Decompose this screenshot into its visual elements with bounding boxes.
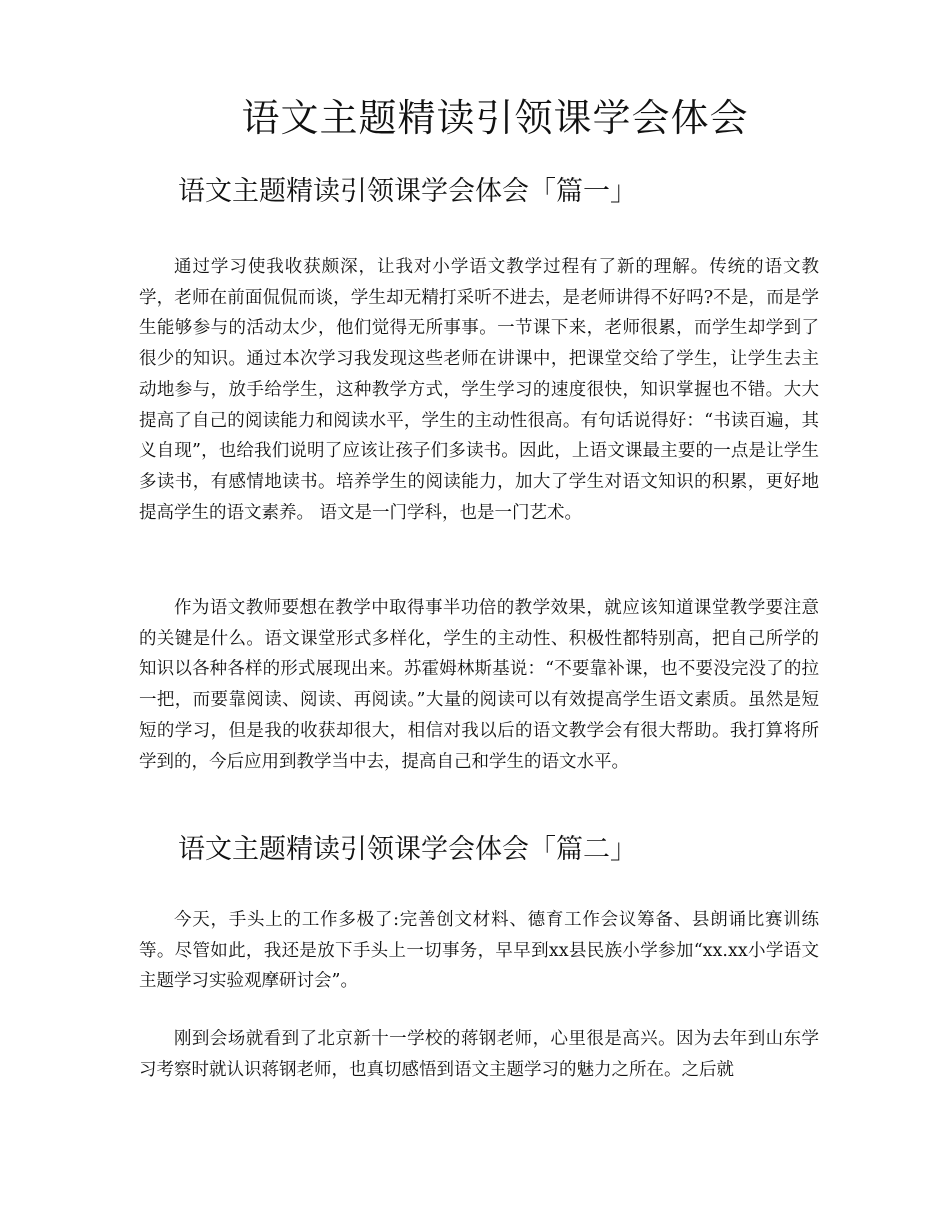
section-1-paragraph-2: 作为语文教师要想在教学中取得事半功倍的教学效果，就应该知道课堂教学要注意的关键是什么。语文课堂形式多样化，学生的主动性、积极性都特别高，把自己所学的知识以各种各样的形式展现出来。苏霍姆林斯基说：“不要靠补课，也不要没完没了的拉一把，而要靠阅读、阅读、再阅读。”大量的阅读可以有效提高学生语文素质。虽然是短短的学习，但是我的收获却很大，相信对我以后的语文教学会有很大帮助。我打算将所学到的，今后应用到教学当中去，提高自己和学生的语文水平。 xyxy=(139,598,819,772)
section-2-paragraph-1: 今天，手头上的工作多极了:完善创文材料、德育工作会议筹备、县朗诵比赛训练等。尽管如此，我还是放下手头上一切事务，早早到xx县民族小学参加“xx.xx小学语文主题学习实验观摩研讨会”。 xyxy=(139,910,819,992)
section-heading-1: 语文主题精读引领课学会体会「篇一」 xyxy=(178,176,637,207)
document-title: 语文主题精读引领课学会体会 xyxy=(241,96,749,140)
section-1-paragraph-1: 通过学习使我收获颇深，让我对小学语文教学过程有了新的理解。传统的语文教学，老师在前面侃侃而谈，学生却无精打采听不进去，是老师讲得不好吗?不是，而是学生能够参与的活动太少，他们觉得无所事事。一节课下来，老师很累，而学生却学到了很少的知识。通过本次学习我发现这些老师在讲课中，把课堂交给了学生，让学生去主动地参与，放手给学生，这种教学方式，学生学习的速度很快，知识掌握也不错。大大提高了自己的阅读能力和阅读水平，学生的主动性很高。有句话说得好：“书读百遍，其义自现”，也给我们说明了应该让孩子们多读书。因此，上语文课最主要的一点是让学生多读书，有感情地读书。培养学生的阅读能力，加大了学生对语文知识的积累，更好地提高学生的语文素养。 语文是一门学科，也是一门艺术。 xyxy=(139,257,819,523)
section-heading-2: 语文主题精读引领课学会体会「篇二」 xyxy=(178,834,637,865)
section-2-paragraph-2: 刚到会场就看到了北京新十一学校的蒋钢老师，心里很是高兴。因为去年到山东学习考察时就认识蒋钢老师，也真切感悟到语文主题学习的魅力之所在。之后就 xyxy=(139,1029,819,1080)
